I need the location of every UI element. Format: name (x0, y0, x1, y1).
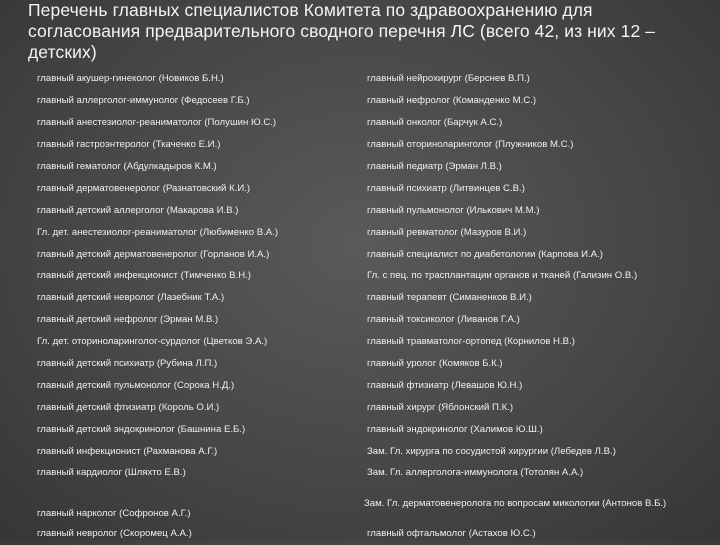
table-row (32, 221, 696, 243)
table-row (32, 374, 696, 396)
table-row (32, 265, 696, 287)
table-row (32, 112, 696, 134)
table-row (32, 68, 696, 90)
table-row (32, 462, 696, 484)
right-cell: главный эндокринолог (Халимов Ю.Ш.) (367, 423, 543, 435)
left-cell: главный детский пульмонолог (Сорока Н.Д.) (37, 379, 235, 391)
right-cell: главный токсиколог (Ливанов Г.А.) (367, 314, 520, 326)
left-cell: главный детский дерматовенеролог (Горланов И.А.) (37, 248, 270, 260)
left-cell: главный гастроэнтеролог (Ткаченко Е.И.) (37, 139, 221, 151)
table-row (32, 523, 696, 545)
table-row (32, 243, 696, 265)
right-cell: главный педиатр (Эрман Л.В.) (367, 161, 502, 172)
right-cell: главный офтальмолог (Астахов Ю.С.) (367, 528, 536, 540)
left-cell: главный детский психиатр (Рубина Л.П.) (37, 358, 218, 370)
table-row (32, 484, 696, 523)
right-cell: главный нефролог (Команденко М.С.) (367, 95, 537, 107)
left-cell: главный нарколог (Софронов А.Г.) (37, 507, 191, 519)
right-cell: главный уролог (Комяков Б.К.) (367, 358, 503, 370)
table-row (32, 396, 696, 418)
right-cell: главный травматолог-ортопед (Корнилов Н.В.) (367, 336, 575, 348)
right-cell: главный психиатр (Литвинцев С.В.) (367, 182, 525, 194)
left-cell: главный акушер-гинеколог (Новиков Б.Н.) (37, 73, 224, 85)
right-cell: главный онколог (Барчук А.С.) (367, 117, 503, 129)
right-cell: главный хирург (Яблонский П.К.) (367, 401, 514, 413)
right-cell: главный специалист по диабетологии (Карпова И.А.) (367, 248, 603, 260)
right-cell: Зам. Гл. хирурга по сосудистой хирургии (Лебедев Л.В.) (367, 445, 616, 457)
left-cell: Гл. дет. оториноларинголог-сурдолог (Цветков Э.А.) (37, 336, 268, 348)
left-cell: главный детский аллерголог (Макарова И.В.) (37, 204, 239, 216)
left-cell: Гл. дет. анестезиолог-реаниматолог (Любименко В.А.) (37, 226, 279, 238)
table-row (32, 353, 696, 375)
table-row (32, 309, 696, 331)
table-row (32, 199, 696, 221)
left-cell: главный невролог (Скоромец А.А.) (37, 528, 192, 540)
left-cell: главный детский нефролог (Эрман М.В.) (37, 314, 219, 326)
right-cell: Гл. с пец. по трасплантации органов и тканей (Гализин О.В.) (367, 270, 638, 282)
left-cell: главный детский инфекционист (Тимченко В.Н.) (37, 270, 251, 282)
right-cell: главный терапевт (Симаненков В.И.) (367, 292, 532, 304)
table-row (32, 177, 696, 199)
right-cell: главный ревматолог (Мазуров В.И.) (367, 226, 527, 238)
right-cell: главный оториноларинголог (Плужников М.С.) (367, 139, 574, 151)
right-cell: главный фтизиатр (Левашов Ю.Н.) (367, 379, 523, 391)
table-row (32, 90, 696, 112)
table-row (32, 134, 696, 156)
right-cell: Зам. Гл. дерматовенеролога по вопросам микологии (Антонов В.Б.) (364, 497, 667, 509)
left-cell: главный детский эндокринолог (Башнина Е.Б.) (37, 423, 246, 435)
left-cell: главный инфекционист (Рахманова А.Г.) (37, 445, 218, 457)
left-cell: главный гематолог (Абдулкадыров К.М.) (37, 161, 217, 172)
table-row (32, 440, 696, 462)
left-cell: главный анестезиолог-реаниматолог (Полушин Ю.С.) (37, 117, 277, 129)
left-cell: главный кардиолог (Шляхто Е.В.) (37, 467, 186, 479)
slide-title: Перечень главных специалистов Комитета по здравоохранению для согласования предварительного сводного перечня ЛС (всего 42, из них 12 – детских) (28, 0, 656, 62)
left-cell: главный детский невролог (Лазебник Т.А.) (37, 292, 225, 304)
table-row (32, 287, 696, 309)
right-cell: Зам. Гл. аллерголога-иммунолога (Тотолян А.А.) (367, 467, 584, 479)
table-row (32, 418, 696, 440)
right-cell: главный нейрохирург (Берснев В.П.) (367, 73, 530, 85)
left-cell: главный аллерголог-иммунолог (Федосеев Г.Б.) (37, 95, 250, 107)
table-row (32, 331, 696, 353)
left-cell: главный детский фтизиатр (Король О.И.) (37, 401, 220, 413)
right-cell: главный пульмонолог (Илькович М.М.) (367, 204, 540, 216)
table-row (32, 156, 696, 178)
specialists-table (32, 68, 696, 545)
left-cell: главный дерматовенеролог (Разнатовский К.И.) (37, 182, 251, 194)
